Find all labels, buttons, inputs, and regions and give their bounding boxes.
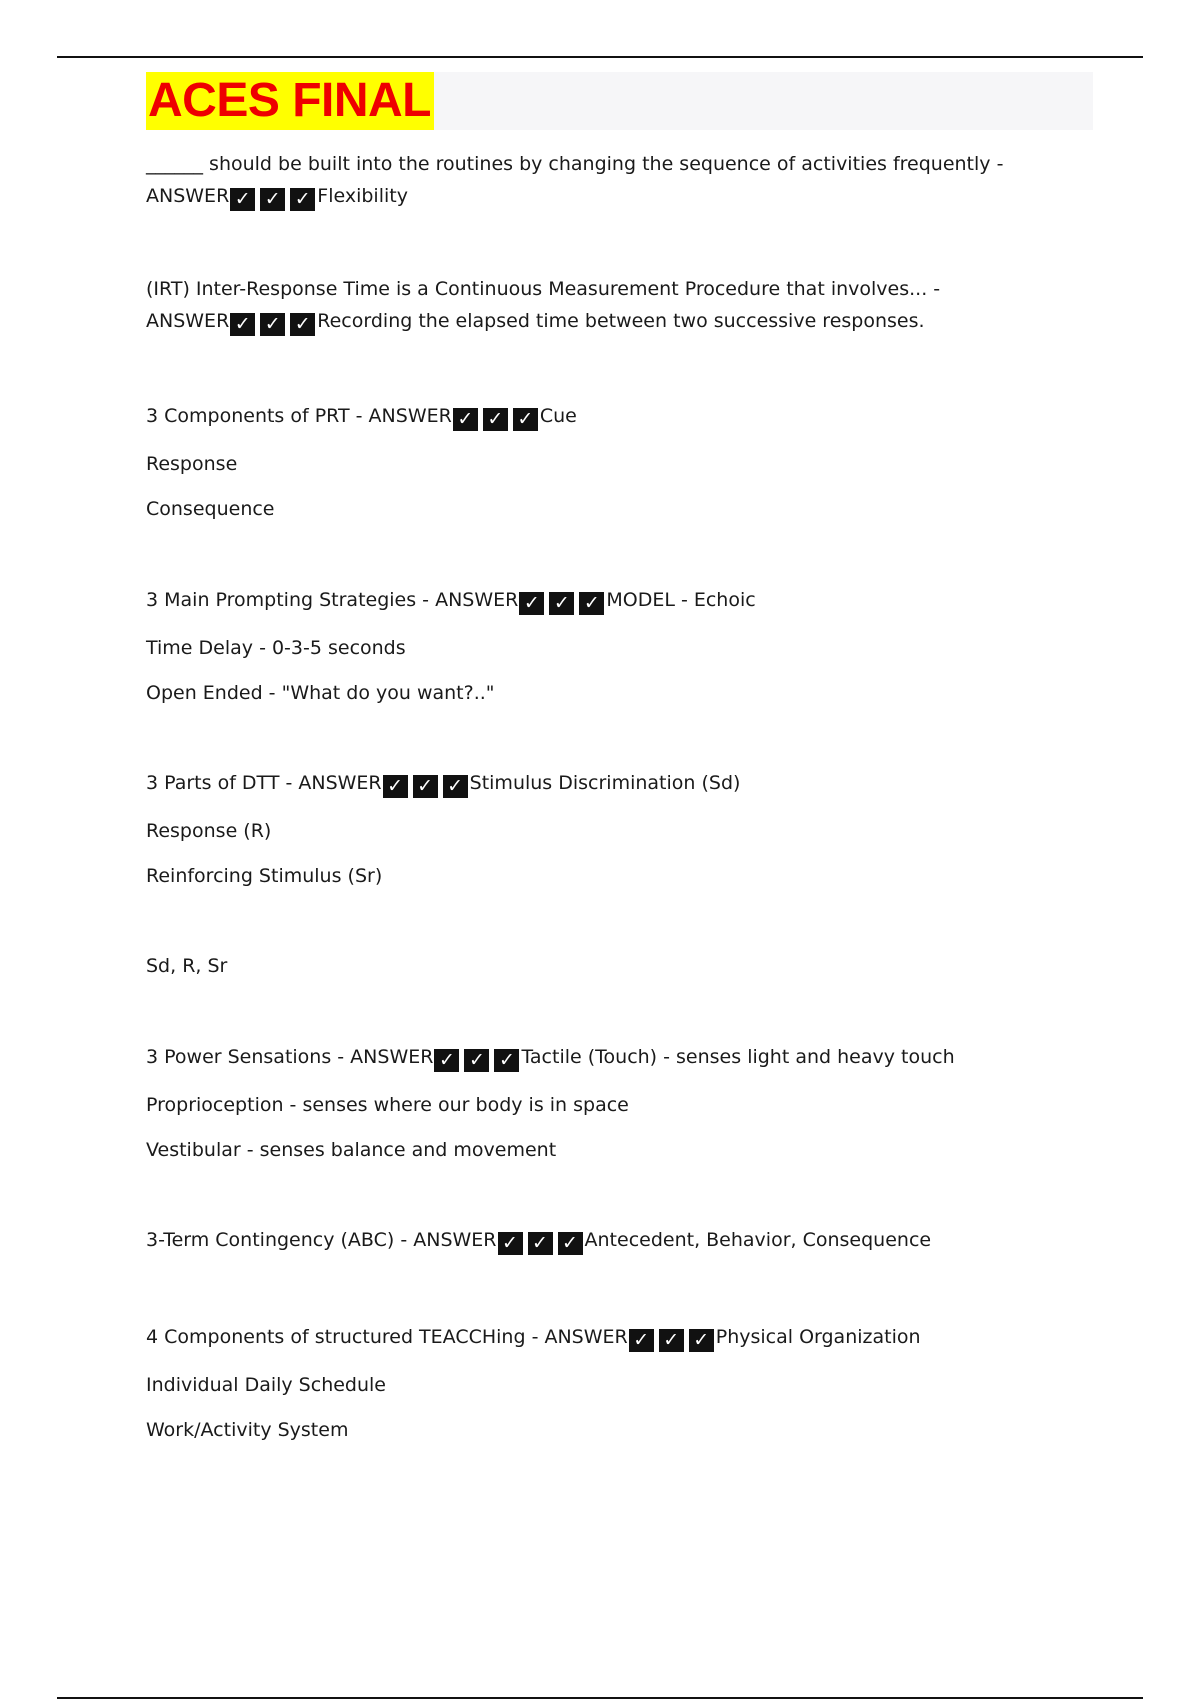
check-icon: ✓ xyxy=(513,408,538,431)
question-text: 3 Parts of DTT - ANSWER xyxy=(146,772,382,794)
top-divider xyxy=(57,56,1143,58)
question-text: 4 Components of structured TEACCHing - ANSWER xyxy=(146,1326,628,1348)
question-text: 3 Components of PRT - ANSWER xyxy=(146,405,452,427)
qa-item-flexibility xyxy=(146,148,1096,215)
answer-extra-line: Open Ended - "What do you want?.." xyxy=(146,682,495,704)
answer-text: Stimulus Discrimination (Sd) xyxy=(469,772,741,794)
title-band xyxy=(146,72,1093,130)
check-icon: ✓ xyxy=(549,592,574,615)
question-line xyxy=(146,1041,1096,1076)
check-icon: ✓ xyxy=(290,313,315,336)
question-text: 3 Main Prompting Strategies - ANSWER xyxy=(146,589,519,611)
answer-text: Flexibility xyxy=(317,185,408,207)
answer-text: Tactile (Touch) - senses light and heavy touch xyxy=(521,1046,955,1068)
check-icons xyxy=(629,1324,714,1356)
check-icon: ✓ xyxy=(443,775,468,798)
answer-extra-line: Sd, R, Sr xyxy=(146,955,228,977)
check-icon: ✓ xyxy=(579,592,604,615)
answer-extra-line: Individual Daily Schedule xyxy=(146,1374,386,1396)
qa-item-power-sensations xyxy=(146,1041,1096,1166)
check-icon: ✓ xyxy=(260,188,285,211)
question-line xyxy=(146,584,1096,619)
answer-line xyxy=(146,180,1096,215)
question-line xyxy=(146,1321,1096,1356)
check-icon: ✓ xyxy=(558,1232,583,1255)
check-icon: ✓ xyxy=(519,592,544,615)
check-icon: ✓ xyxy=(230,188,255,211)
question-text: 3-Term Contingency (ABC) - ANSWER xyxy=(146,1229,497,1251)
check-icon: ✓ xyxy=(498,1232,523,1255)
qa-item-prt xyxy=(146,400,1096,525)
check-icons xyxy=(498,1227,583,1259)
answer-extra-line: Reinforcing Stimulus (Sr) xyxy=(146,865,383,887)
answer-extra-line: Consequence xyxy=(146,498,275,520)
question-line xyxy=(146,767,1096,802)
check-icon: ✓ xyxy=(483,408,508,431)
qa-item-abc xyxy=(146,1224,1096,1259)
check-icon: ✓ xyxy=(260,313,285,336)
question-text: 3 Power Sensations - ANSWER xyxy=(146,1046,434,1068)
check-icons xyxy=(230,183,315,215)
check-icons xyxy=(434,1044,519,1076)
check-icon: ✓ xyxy=(453,408,478,431)
check-icon: ✓ xyxy=(413,775,438,798)
answer-extra-line: Response xyxy=(146,453,238,475)
check-icon: ✓ xyxy=(689,1329,714,1352)
answer-extra-line: Time Delay - 0-3-5 seconds xyxy=(146,637,406,659)
answer-text: MODEL - Echoic xyxy=(606,589,756,611)
answer-extra-line: Response (R) xyxy=(146,820,272,842)
check-icons xyxy=(383,770,468,802)
check-icon: ✓ xyxy=(528,1232,553,1255)
answer-label: ANSWER xyxy=(146,185,230,207)
question-line xyxy=(146,1224,1096,1259)
qa-item-prompting xyxy=(146,584,1096,709)
check-icon: ✓ xyxy=(230,313,255,336)
answer-line xyxy=(146,305,1096,340)
question-text: ______ should be built into the routines by changing the sequence of activities frequently - xyxy=(146,153,1004,175)
check-icon: ✓ xyxy=(383,775,408,798)
answer-text: Antecedent, Behavior, Consequence xyxy=(584,1229,932,1251)
qa-item-teacch xyxy=(146,1321,1096,1446)
answer-text: Physical Organization xyxy=(715,1326,921,1348)
check-icons xyxy=(453,403,538,435)
check-icon: ✓ xyxy=(434,1049,459,1072)
check-icons xyxy=(519,587,604,619)
qa-item-dtt xyxy=(146,767,1096,982)
answer-extra-line: Proprioception - senses where our body is in space xyxy=(146,1094,629,1116)
answer-extra-line: Work/Activity System xyxy=(146,1419,349,1441)
check-icon: ✓ xyxy=(290,188,315,211)
answer-text: Recording the elapsed time between two successive responses. xyxy=(317,310,925,332)
check-icon: ✓ xyxy=(494,1049,519,1072)
question-line xyxy=(146,400,1096,435)
check-icon: ✓ xyxy=(659,1329,684,1352)
qa-item-irt xyxy=(146,273,1096,340)
answer-label: ANSWER xyxy=(146,310,230,332)
answer-text: Cue xyxy=(539,405,577,427)
question-text: (IRT) Inter-Response Time is a Continuous Measurement Procedure that involves... - xyxy=(146,278,941,300)
document-title: ACES FINAL xyxy=(146,72,434,130)
document-body xyxy=(146,72,1096,1446)
check-icons xyxy=(230,308,315,340)
answer-extra-line: Vestibular - senses balance and movement xyxy=(146,1139,557,1161)
bottom-divider xyxy=(57,1697,1143,1699)
check-icon: ✓ xyxy=(464,1049,489,1072)
check-icon: ✓ xyxy=(629,1329,654,1352)
